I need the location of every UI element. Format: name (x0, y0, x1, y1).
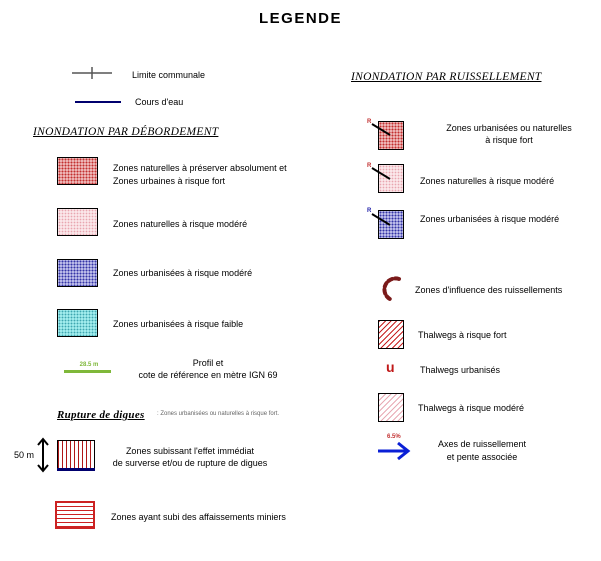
ruissellement-nat-stroke (370, 166, 392, 182)
ruissellement-urb-r: R (367, 208, 372, 214)
influence-label: Zones d'influence des ruissellements (415, 285, 563, 295)
ruissellement-urb-label: Zones urbanisées à risque modéré (420, 214, 560, 224)
thalweg-modere-swatch (378, 393, 404, 422)
profile-label-2: cote de référence en mètre IGN 69 (138, 370, 278, 380)
ruissellement-nat-r: R (367, 163, 372, 169)
thalweg-urb-label: Thalwegs urbanisés (420, 365, 501, 375)
limite-communale-symbol (72, 66, 112, 80)
influence-dashed-arc-icon (373, 274, 407, 304)
profile-label-1: Profil et (192, 358, 224, 368)
ruissellement-fort-stroke (370, 122, 392, 138)
thalweg-urb-symbol: u (386, 359, 395, 375)
ruissellement-fort-r: R (367, 119, 372, 125)
zone-fort-label-1: Zones naturelles à préserver absolument et (113, 163, 287, 173)
zone-urbanisee-faible-swatch (57, 309, 98, 337)
legend-title: LEGENDE (258, 10, 342, 27)
zone-fort-swatch (57, 157, 98, 185)
digues-label-2: de surverse et/ou de rupture de digues (112, 458, 268, 468)
zone-urbanisee-modere-label: Zones urbanisées à risque modéré (113, 268, 253, 278)
cours-eau-label: Cours d'eau (135, 97, 184, 107)
profile-line-symbol (64, 370, 111, 373)
cours-eau-symbol (75, 101, 121, 103)
zone-urbanisee-faible-label: Zones urbanisées à risque faible (113, 319, 244, 329)
ruissellement-fort-label-2: à risque fort (485, 135, 533, 145)
digues-note: : Zones urbanisées ou naturelles à risque fort. (157, 411, 280, 417)
debordement-heading: INONDATION PAR DÉBORDEMENT (33, 126, 219, 138)
zone-naturelle-modere-label: Zones naturelles à risque modéré (113, 219, 248, 229)
digues-cours-eau-line (57, 468, 95, 471)
limite-communale-label: Limite communale (132, 70, 206, 80)
digues-distance: 50 m (14, 450, 35, 460)
axes-label-2: et pente associée (446, 452, 518, 462)
profile-value: 28.5 m (79, 362, 99, 368)
zone-fort-label-2: Zones urbaines à risque fort (113, 176, 226, 186)
mines-label: Zones ayant subi des affaissements miniers (111, 512, 286, 522)
digues-label-1: Zones subissant l'effet immédiat (125, 446, 255, 456)
digues-heading: Rupture de digues (57, 409, 145, 421)
thalweg-fort-label: Thalwegs à risque fort (418, 330, 507, 340)
thalweg-fort-swatch (378, 320, 404, 349)
slope-value: 6.5% (387, 434, 401, 440)
arrow-right-icon (376, 440, 412, 462)
ruissellement-fort-label-1: Zones urbanisées ou naturelles (446, 123, 572, 133)
ruissellement-heading: INONDATION PAR RUISSELLEMENT (351, 71, 542, 83)
double-arrow-icon (36, 437, 50, 473)
mines-swatch (55, 501, 95, 529)
zone-naturelle-modere-swatch (57, 208, 98, 236)
thalweg-modere-label: Thalwegs à risque modéré (418, 403, 525, 413)
ruissellement-urb-stroke (370, 212, 392, 228)
axes-label-1: Axes de ruissellement (437, 439, 527, 449)
ruissellement-nat-label: Zones naturelles à risque modéré (420, 176, 555, 186)
zone-urbanisee-modere-swatch (57, 259, 98, 287)
digues-swatch (57, 440, 95, 468)
